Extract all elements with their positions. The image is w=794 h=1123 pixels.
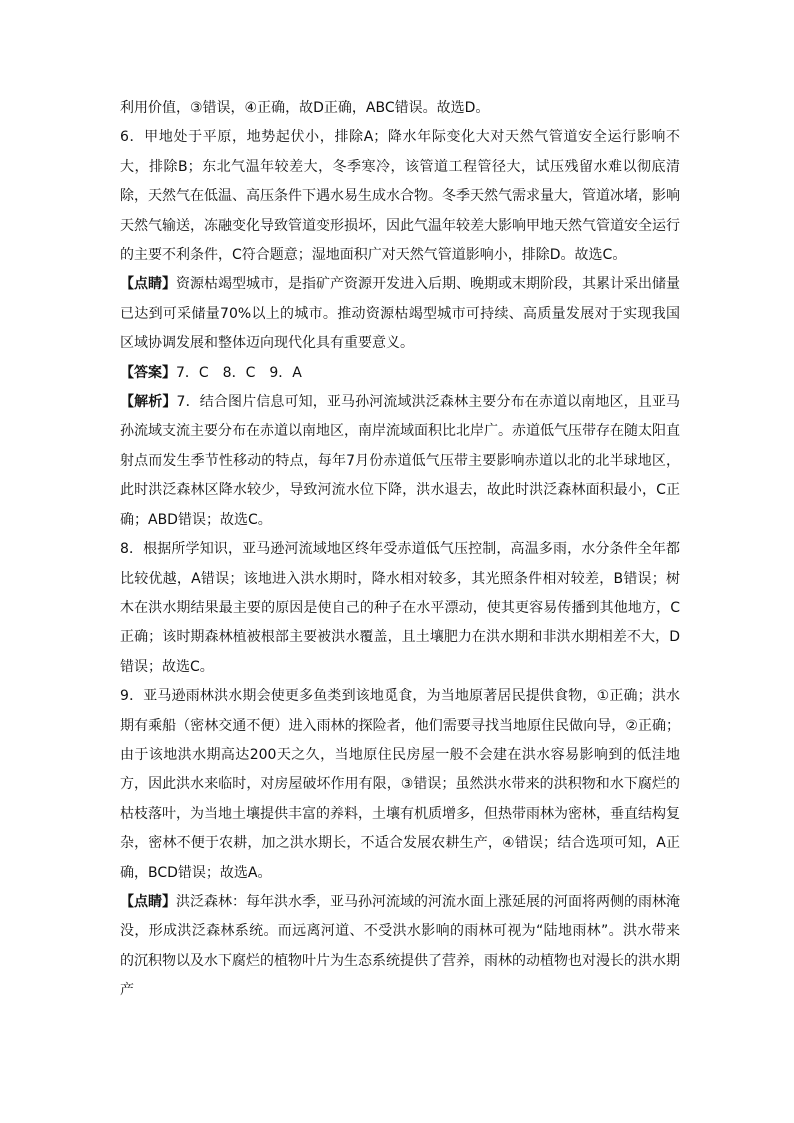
key-point-label: 【点睛】 xyxy=(120,276,176,293)
answer-label: 【答案】 xyxy=(120,364,176,381)
paragraph-continuation xyxy=(120,94,680,123)
paragraph-text: 7．结合图片信息可知，亚马孙河流域洪泛森林主要分布在赤道以南地区，且亚马孙流域支流主要分布在赤道以南地区，南岸流域面积比北岸广。赤道低气压带存在随太阳直射点而发生季节性移动的特点，每年7月份赤道低气压带主要影响赤道以北的北半球地区，此时洪泛森林区降水较少，导致河流水位下降，洪水退去，故此时洪泛森林面积最小，C正确；ABD错误；故选C。 xyxy=(120,394,681,528)
paragraph-text: 8．根据所学知识，亚马逊河流域地区终年受赤道低气压控制，高温多雨，水分条件全年都比较优越，A错误；该地进入洪水期时，降水相对较多，其光照条件相对较差，B错误；树木在洪水期结果最主要的原因是使自己的种子在水平漂动，使其更容易传播到其他地方，C正确；该时期森林植被根部主要被洪水覆盖，且土壤肥力在洪水期和非洪水期相差不大，D错误；故选C。 xyxy=(120,541,680,675)
document-page xyxy=(120,94,680,1006)
paragraph-key-point-1 xyxy=(120,270,680,358)
paragraph-text: 利用价值，③错误，④正确，故D正确，ABC错误。故选D。 xyxy=(120,100,490,116)
paragraph-analysis-8 xyxy=(120,535,680,682)
paragraph-text: 7．C 8．C 9．A xyxy=(176,364,302,381)
paragraph-question-6-explanation xyxy=(120,123,680,270)
paragraph-answers xyxy=(120,359,680,388)
paragraph-key-point-2 xyxy=(120,888,680,1006)
paragraph-text: 资源枯竭型城市，是指矿产资源开发进入后期、晚期或末期阶段，其累计采出储量已达到可采储量70%以上的城市。推动资源枯竭型城市可持续、高质量发展对于实现我国区域协调发展和整体迈向现代化具有重要意义。 xyxy=(120,276,680,352)
paragraph-text: 9．亚马逊雨林洪水期会使更多鱼类到该地觅食，为当地原著居民提供食物，①正确；洪水期有乘船（密林交通不便）进入雨林的探险者，他们需要寻找当地原住民做向导，②正确；由于该地洪水期高达200天之久，当地原住民房屋一般不会建在洪水容易影响到的低洼地方，因此洪水来临时，对房屋破坏作用有限，③错误；虽然洪水带来的洪积物和水下腐烂的枯枝落叶，为当地土壤提供丰富的养料，土壤有机质增多，但热带雨林为密林，垂直结构复杂，密林不便于农耕，加之洪水期长，不适合发展农耕生产，④错误；结合选项可知，A正确，BCD错误；故选A。 xyxy=(120,688,680,881)
paragraph-text: 洪泛森林：每年洪水季，亚马孙河流域的河流水面上涨延展的河面将两侧的雨林淹没，形成洪泛森林系统。而远离河道、不受洪水影响的雨林可视为“陆地雨林”。洪水带来的沉积物以及水下腐烂的植物叶片为生态系统提供了营养，雨林的动植物也对漫长的洪水期产 xyxy=(120,893,680,999)
paragraph-analysis-9 xyxy=(120,682,680,888)
analysis-label: 【解析】 xyxy=(120,394,177,411)
paragraph-analysis-7 xyxy=(120,388,680,535)
key-point-label: 【点睛】 xyxy=(120,893,176,910)
paragraph-text: 6．甲地处于平原，地势起伏小，排除A；降水年际变化大对天然气管道安全运行影响不大，排除B；东北气温年较差大，冬季寒冷，该管道工程管径大，试压残留水难以彻底清除，天然气在低温、高压条件下遇水易生成水合物。冬季天然气需求量大，管道冰堵，影响天然气输送，冻融变化导致管道变形损坏，因此气温年较差大影响甲地天然气管道安全运行的主要不利条件，C符合题意；湿地面积广对天然气管道影响小，排除D。故选C。 xyxy=(120,129,680,264)
